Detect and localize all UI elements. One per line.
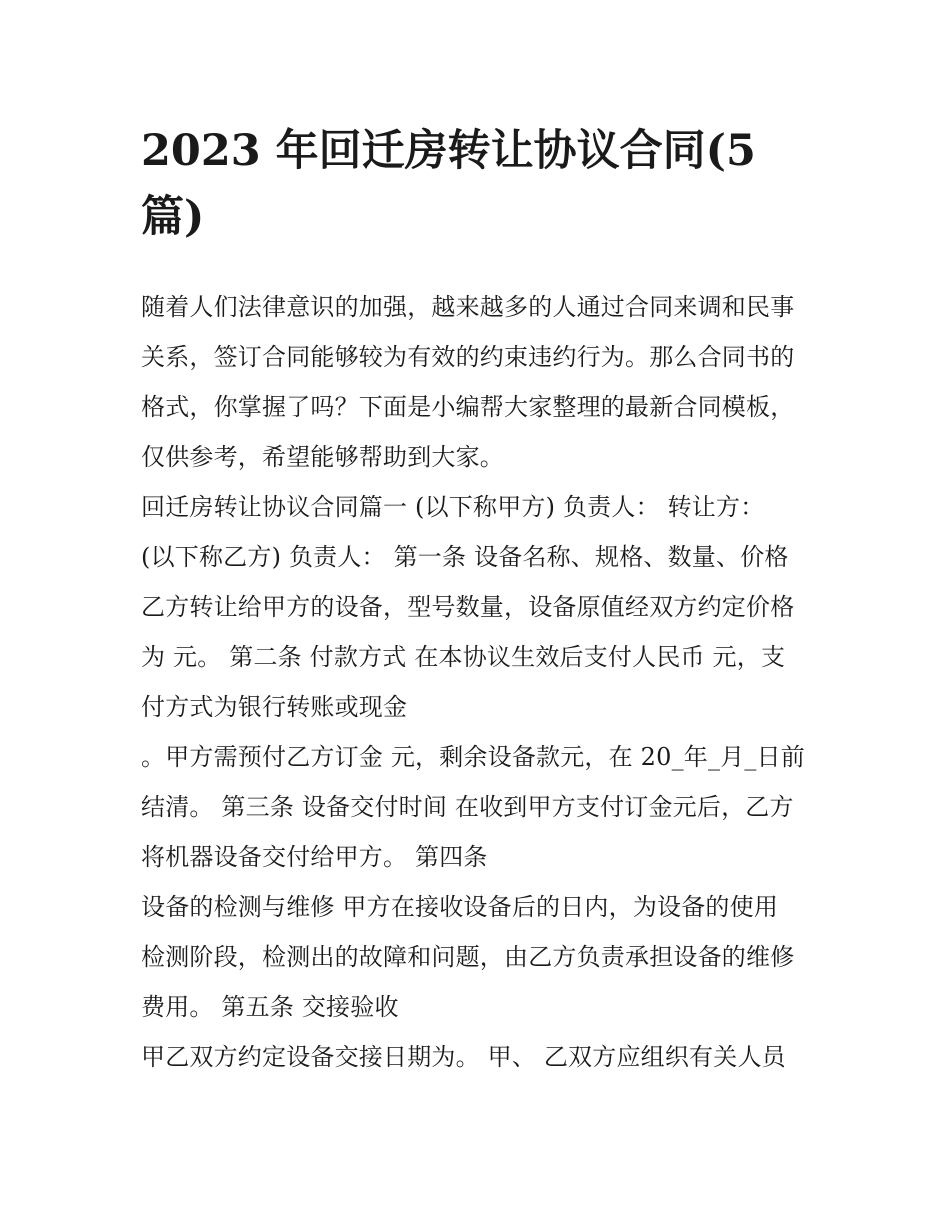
document-body	[141, 282, 816, 1082]
body-line: 关系，签订合同能够较为有效的约束违约行为。那么合同书的	[141, 343, 795, 371]
body-line: 检测阶段，检测出的故障和问题，由乙方负责承担设备的维修	[141, 943, 795, 971]
body-line: 回迁房转让协议合同篇一 (以下称甲方) 负责人： 转让方：	[141, 493, 765, 521]
body-line: 将机器设备交付给甲方。 第四条	[141, 843, 488, 871]
document-title	[141, 118, 816, 250]
body-line: 乙方转让给甲方的设备，型号数量，设备原值经双方约定价格	[141, 593, 795, 621]
body-line: 甲乙双方约定设备交接日期为。 甲、 乙双方应组织有关人员	[141, 1043, 786, 1071]
body-line: 费用。 第五条 交接验收	[141, 993, 399, 1021]
body-line: 结清。 第三条 设备交付时间 在收到甲方支付订金元后，乙方	[141, 793, 794, 821]
body-line: 为 元。 第二条 付款方式 在本协议生效后支付人民币 元，支	[141, 643, 786, 671]
title-line-2: 篇)	[141, 192, 205, 242]
body-line: 格式，你掌握了吗？下面是小编帮大家整理的最新合同模板，	[141, 393, 795, 421]
body-line: 。甲方需预付乙方订金 元，剩余设备款元，在 20_年_月_日前	[141, 743, 805, 771]
body-line: 仅供参考，希望能够帮助到大家。	[141, 443, 504, 471]
document-page	[141, 118, 816, 1082]
body-line: 付方式为银行转账或现金	[141, 693, 408, 721]
body-line: 随着人们法律意识的加强，越来越多的人通过合同来调和民事	[141, 293, 795, 321]
body-line: (以下称乙方) 负责人： 第一条 设备名称、规格、数量、价格	[141, 543, 789, 571]
body-line: 设备的检测与维修 甲方在接收设备后的日内，为设备的使用	[141, 893, 779, 921]
title-line-1: 2023 年回迁房转让协议合同(5	[141, 126, 756, 176]
